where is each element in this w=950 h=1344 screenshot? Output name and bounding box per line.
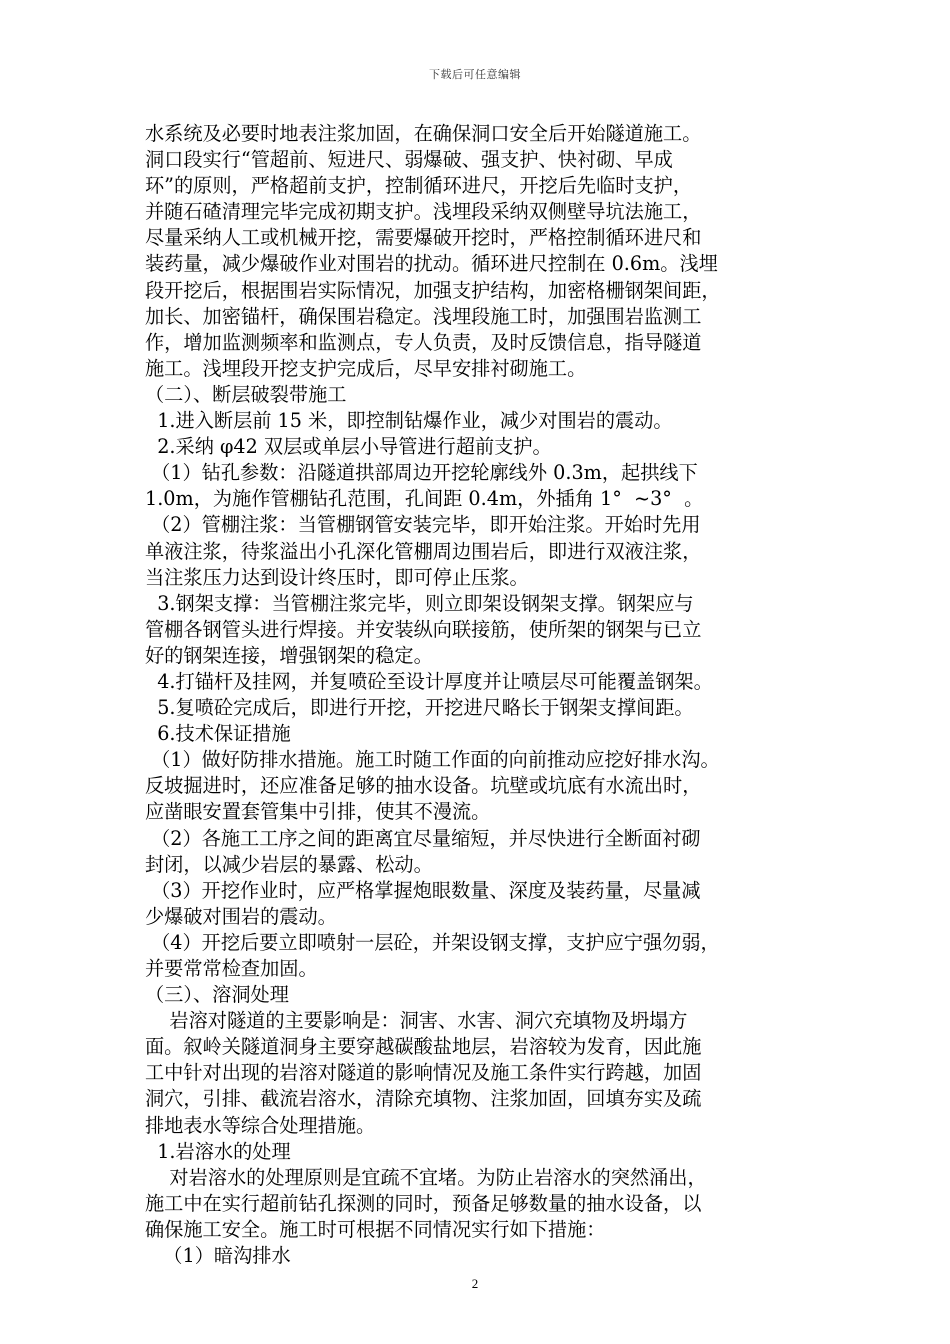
text-line: 排地表水等综合处理措施。 bbox=[145, 1113, 376, 1137]
text-line: 3.钢架支撑：当管棚注浆完毕，则立即架设钢架支撑。钢架应与 bbox=[145, 591, 694, 615]
text-line: 工中针对出现的岩溶对隧道的影响情况及施工条件实行跨越，加固 bbox=[145, 1061, 702, 1085]
text-line: （1）钻孔参数：沿隧道拱部周边开挖轮廓线外 0.3m，起拱线下 bbox=[145, 461, 698, 485]
text-line: 单液注浆，待浆溢出小孔深化管棚周边围岩后，即进行双液注浆， bbox=[145, 539, 702, 563]
text-line: 装药量，减少爆破作业对围岩的扰动。循环进尺控制在 0.6m。浅埋 bbox=[145, 252, 718, 276]
text-line: 1.进入断层前 15 米，即控制钻爆作业，减少对围岩的震动。 bbox=[145, 409, 673, 433]
text-line: 环”的原则，严格超前支护，控制循环进尺，开挖后先临时支护， bbox=[145, 174, 693, 198]
text-line: （1）暗沟排水 bbox=[145, 1244, 291, 1268]
text-line: 水系统及必要时地表注浆加固，在确保洞口安全后开始隧道施工。 bbox=[145, 122, 702, 145]
text-line: （三）、溶洞处理 bbox=[145, 983, 289, 1007]
text-line: 洞穴，引排、截流岩溶水，清除充填物、注浆加固，回填夯实及疏 bbox=[145, 1087, 702, 1111]
text-line: 施工。浅埋段开挖支护完成后，尽早安排衬砌施工。 bbox=[145, 356, 587, 380]
text-line: （4）开挖后要立即喷射一层砼，并架设钢支撑，支护应宁强勿弱， bbox=[145, 930, 720, 954]
text-line: （1）做好防排水措施。施工时随工作面的向前推动应挖好排水沟。 bbox=[145, 748, 720, 772]
text-line: 加长、加密锚杆，确保围岩稳定。浅埋段施工时，加强围岩监测工 bbox=[145, 304, 702, 328]
text-line: 2.采纳 φ42 双层或单层小导管进行超前支护。 bbox=[145, 435, 552, 459]
text-line: 1.岩溶水的处理 bbox=[145, 1139, 291, 1163]
text-line: 当注浆压力达到设计终压时，即可停止压浆。 bbox=[145, 565, 529, 589]
text-line: 管棚各钢管头进行焊接。并安装纵向联接筋，使所架的钢架与已立 bbox=[145, 617, 702, 641]
text-line: （3）开挖作业时，应严格掌握炮眼数量、深度及装药量，尽量减 bbox=[145, 878, 701, 902]
text-line: 4.打锚杆及挂网，并复喷砼至设计厚度并让喷层尽可能覆盖钢架。 bbox=[145, 669, 713, 693]
text-line: 并随石碴清理完毕完成初期支护。浅埋段采纳双侧壁导坑法施工， bbox=[145, 200, 702, 224]
text-line: 洞口段实行“管超前、短进尺、弱爆破、强支护、快衬砌、早成 bbox=[145, 148, 673, 172]
page-number: 2 bbox=[471, 1276, 479, 1291]
document-body bbox=[145, 121, 825, 1269]
text-line: 并要常常检查加固。 bbox=[145, 957, 318, 980]
text-line: 面。叙岭关隧道洞身主要穿越碳酸盐地层，岩溶较为发育，因此施 bbox=[145, 1035, 702, 1059]
text-line: 施工中在实行超前钻孔探测的同时，预备足够数量的抽水设备，以 bbox=[145, 1191, 702, 1215]
text-line: 封闭，以减少岩层的暴露、松动。 bbox=[145, 852, 433, 876]
text-line: 好的钢架连接，增强钢架的稳定。 bbox=[145, 643, 433, 667]
page-header: 下载后可任意编辑 bbox=[429, 68, 521, 81]
text-line: （2）各施工工序之间的距离宜尽量缩短，并尽快进行全断面衬砌 bbox=[145, 826, 701, 850]
text-line: 段开挖后，根据围岩实际情况，加强支护结构，加密格栅钢架间距， bbox=[145, 278, 721, 302]
text-line: （二）、断层破裂带施工 bbox=[145, 382, 347, 406]
text-line: 确保施工安全。施工时可根据不同情况实行如下措施： bbox=[145, 1217, 606, 1241]
text-line: 应凿眼安置套管集中引排，使其不漫流。 bbox=[145, 800, 491, 824]
text-line: 作，增加监测频率和监测点，专人负责，及时反馈信息，指导隧道 bbox=[145, 330, 702, 354]
text-line: 对岩溶水的处理原则是宜疏不宜堵。为防止岩溶水的突然涌出， bbox=[145, 1165, 707, 1189]
text-line: 少爆破对围岩的震动。 bbox=[145, 904, 337, 928]
text-line: 1.0m，为施作管棚钻孔范围，孔间距 0.4m，外插角 1° ~3° 。 bbox=[145, 487, 704, 511]
text-line: 反坡掘进时，还应准备足够的抽水设备。坑壁或坑底有水流出时， bbox=[145, 774, 702, 798]
text-line: 5.复喷砼完成后，即进行开挖，开挖进尺略长于钢架支撑间距。 bbox=[145, 696, 694, 720]
text-line: 6.技术保证措施 bbox=[145, 722, 291, 746]
text-line: 尽量采纳人工或机械开挖，需要爆破开挖时，严格控制循环进尺和 bbox=[145, 226, 702, 250]
text-line: （2）管棚注浆：当管棚钢管安装完毕，即开始注浆。开始时先用 bbox=[145, 513, 701, 537]
text-line: 岩溶对隧道的主要影响是：洞害、水害、洞穴充填物及坍塌方 bbox=[145, 1009, 688, 1033]
